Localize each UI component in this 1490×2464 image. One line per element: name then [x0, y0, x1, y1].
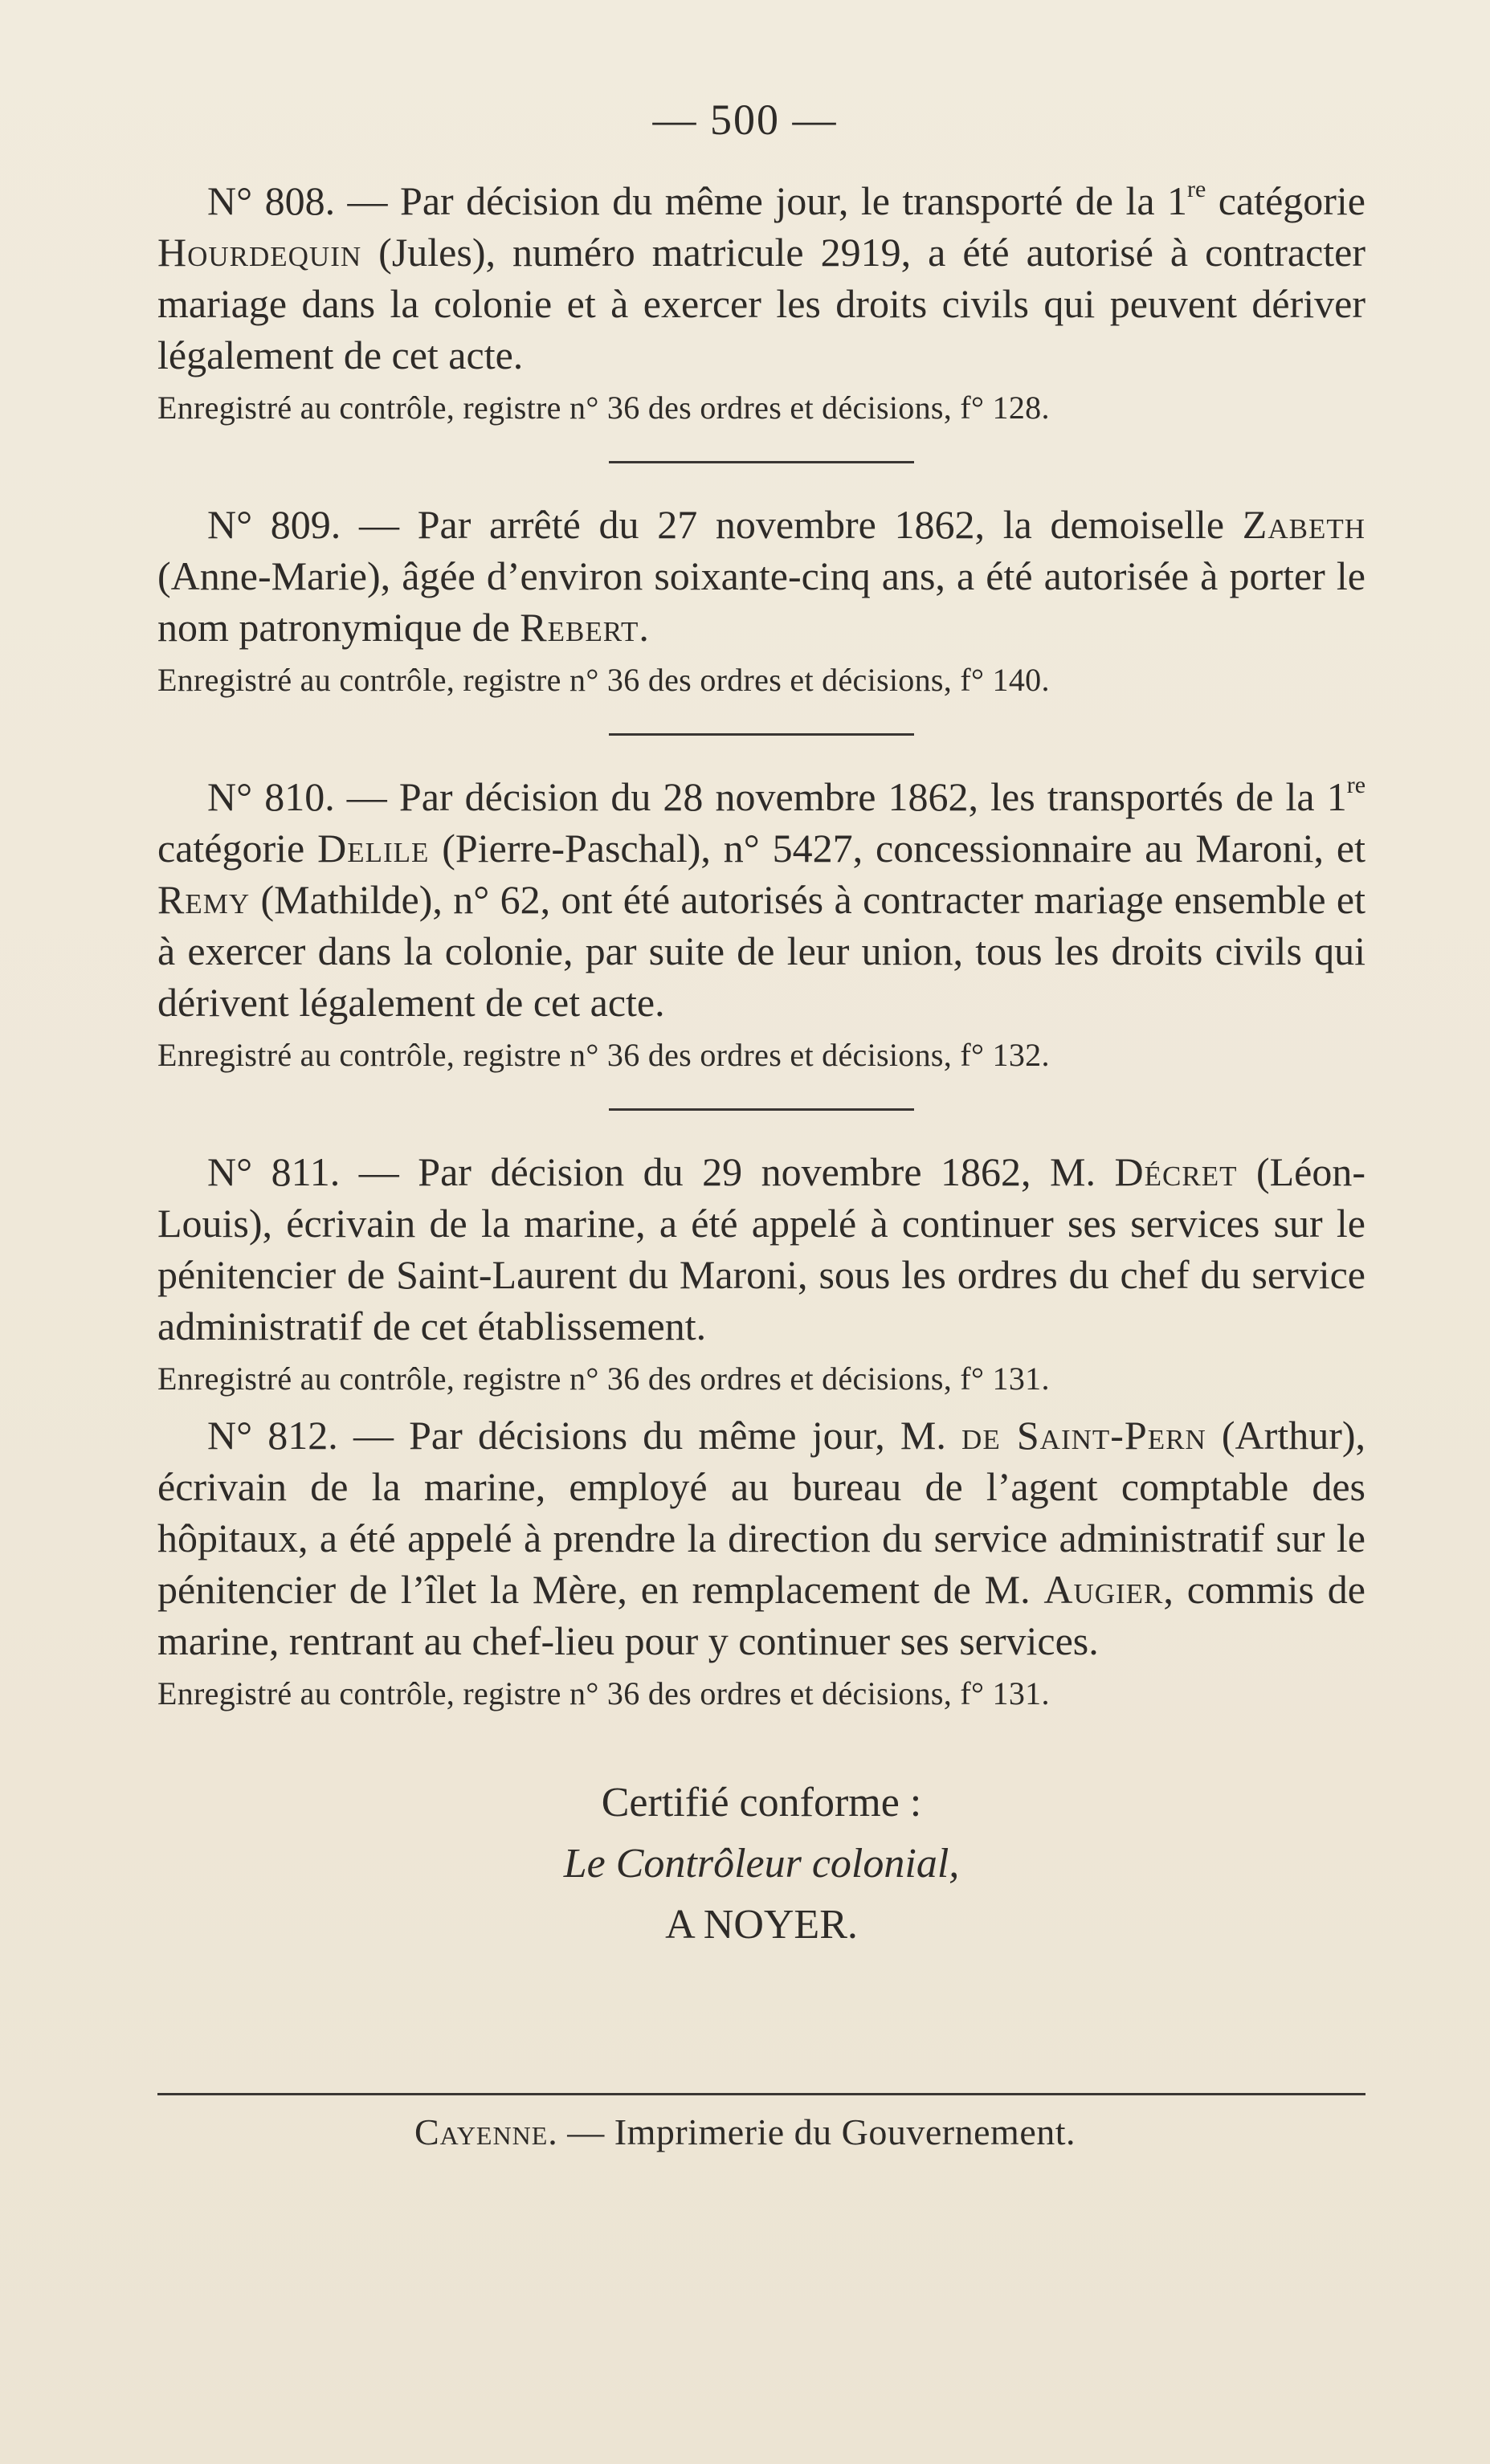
registration-note: Enregistré au contrôle, registre n° 36 des ordres et décisions, f° 131.: [157, 1675, 1050, 1711]
entry-810: N° 810. — Par décision du 28 novembre 1862, les transportés de la 1re catégorie Delile (Pierre-Paschal), n° 5427, concessionnaire au Maroni, et Remy (Mathilde), n° 62, ont été autorisés à contracter mariage ensemble et à exercer dans la colonie, par suite de leur union, tous les droits civils qui dérivent légalement de cet acte. Enregistré au contrôle, registre n° 36 des ordres et décisions, f° 132.: [157, 771, 1365, 1078]
registration-note: Enregistré au contrôle, registre n° 36 des ordres et décisions, f° 132.: [157, 1037, 1050, 1073]
registration-note: Enregistré au contrôle, registre n° 36 des ordres et décisions, f° 140.: [157, 662, 1050, 698]
separator-rule: [609, 733, 914, 736]
footer-imprint: . — Imprimerie du Gouvernement.: [548, 2111, 1076, 2152]
person-name: de Saint-Pern: [961, 1413, 1206, 1458]
footer-rule: [157, 2093, 1365, 2095]
entry-number: N° 809.: [207, 502, 341, 547]
separator-rule: [609, 1108, 914, 1111]
entries-column: [157, 175, 1365, 1956]
entry-number: N° 811.: [207, 1149, 341, 1194]
person-name: Décret: [1114, 1149, 1238, 1194]
page-number: — 500 —: [652, 96, 838, 144]
entry-809: N° 809. — Par arrêté du 27 novembre 1862, la demoiselle Zabeth (Anne-Marie), âgée d’environ soixante-cinq ans, a été autorisée à porter le nom patronymique de Rebert. Enregistré au contrôle, registre n° 36 des ordres et décisions, f° 140.: [157, 499, 1365, 703]
entry-808: N° 808. — Par décision du même jour, le transporté de la 1re catégorie Hourdequin (Jules), numéro matricule 2919, a été autorisé à contracter mariage dans la colonie et à exercer les droits civils qui peuvent dériver légalement de cet acte. Enregistré au contrôle, registre n° 36 des ordres et décisions, f° 128.: [157, 175, 1365, 430]
entry-812: N° 812. — Par décisions du même jour, M. de Saint-Pern (Arthur), écrivain de la marine, employé au bureau de l’agent comptable des hôpitaux, a été appelé à prendre la direction du service administratif sur le pénitencier de l’îlet la Mère, en remplacement de M. Augier, commis de marine, rentrant au chef-lieu pour y continuer ses services. Enregistré au contrôle, registre n° 36 des ordres et décisions, f° 131.: [157, 1409, 1365, 1716]
certification-line: Certifié conforme :: [601, 1780, 922, 1826]
separator-rule: [609, 461, 914, 463]
person-name: Augier: [1043, 1567, 1164, 1612]
person-name: Hourdequin: [157, 230, 362, 275]
entry-number: N° 808.: [207, 178, 336, 223]
entry-number: N° 812.: [207, 1413, 338, 1458]
registration-note: Enregistré au contrôle, registre n° 36 des ordres et décisions, f° 128.: [157, 390, 1050, 426]
signatory-name: A NOYER.: [665, 1902, 858, 1948]
person-name: Delile: [317, 826, 430, 871]
printer-footer: [0, 2111, 1490, 2153]
person-name: Rebert: [520, 605, 639, 650]
registration-note: Enregistré au contrôle, registre n° 36 des ordres et décisions, f° 131.: [157, 1361, 1050, 1397]
person-name: Zabeth: [1242, 502, 1365, 547]
entry-811: N° 811. — Par décision du 29 novembre 1862, M. Décret (Léon-Louis), écrivain de la marine, a été appelé à continuer ses services sur le pénitencier de Saint-Laurent du Maroni, sous les ordres du chef du service administratif de cet établissement. Enregistré au contrôle, registre n° 36 des ordres et décisions, f° 131.: [157, 1146, 1365, 1401]
certification-block: [157, 1773, 1365, 1956]
person-name: Remy: [157, 877, 251, 922]
entry-number: N° 810.: [207, 774, 335, 819]
signatory-title: Le Contrôleur colonial,: [563, 1841, 960, 1887]
footer-city: Cayenne: [414, 2111, 549, 2152]
